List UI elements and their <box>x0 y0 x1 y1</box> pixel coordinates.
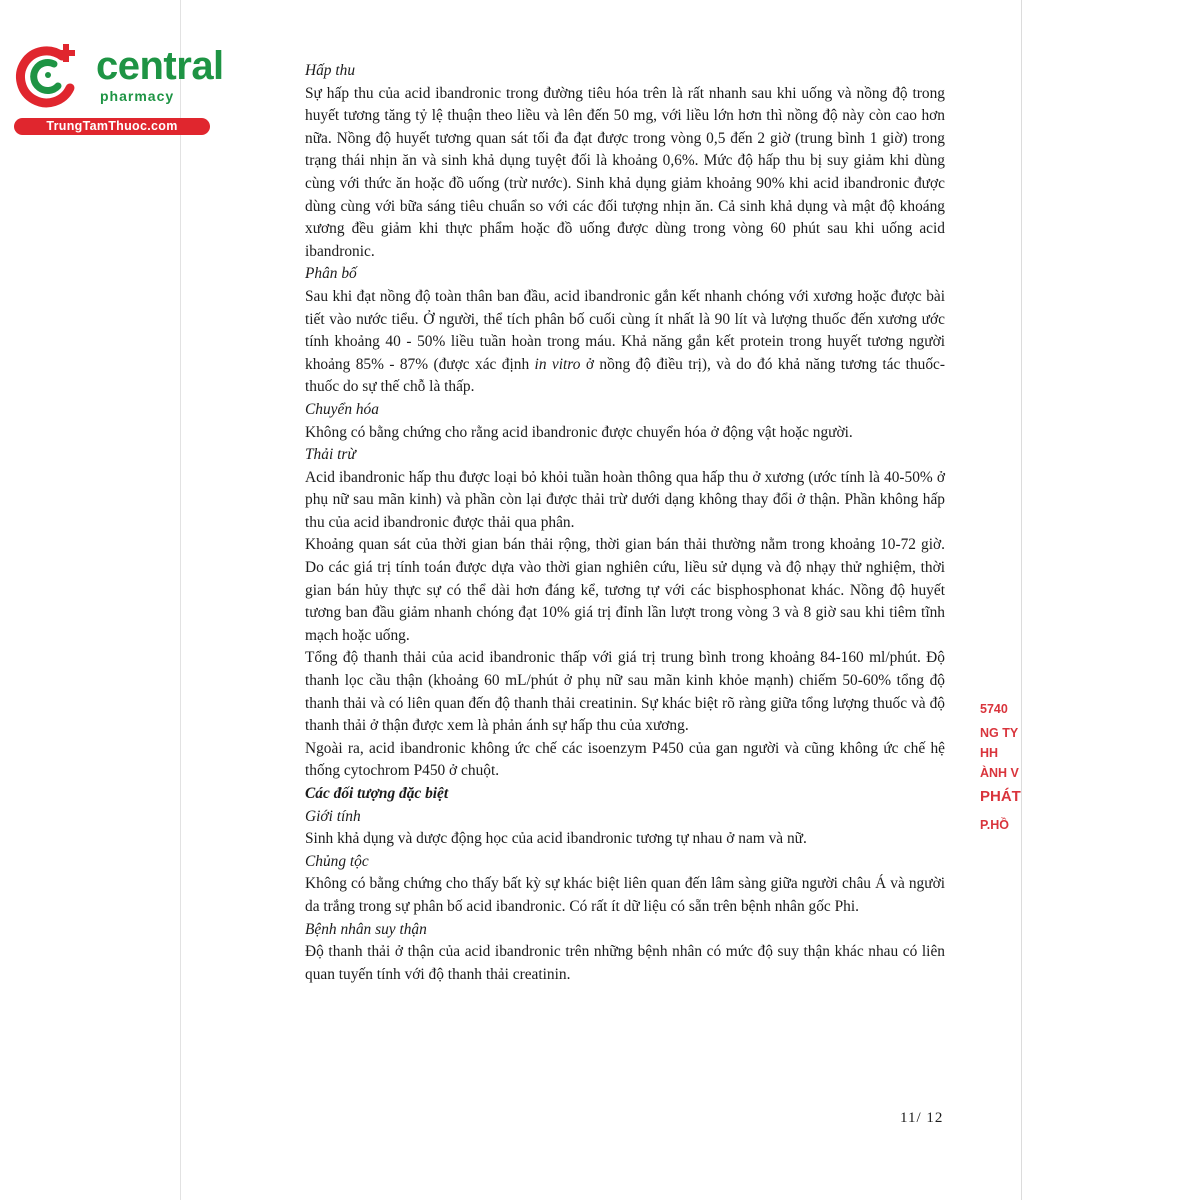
metabolism-text: Không có bằng chứng cho rằng acid ibandronic được chuyển hóa ở động vật hoặc người. <box>305 423 853 441</box>
gender-text: Sinh khả dụng và dược động học của acid ibandronic tương tự nhau ở nam và nữ. <box>305 830 807 848</box>
heading-special-populations: Các đối tượng đặc biệt <box>305 785 449 802</box>
elimination-paragraph-3: Tổng độ thanh thải của acid ibandronic thấp với giá trị trung bình trong khoảng 84-160 ml/phút. Độ thanh lọc cầu thận (khoảng 60 mL/phút ở phụ nữ sau mãn kinh khỏe mạnh) chiếm 50-60% tổng độ thanh thải và có liên quan đến độ thanh thải creatinin. Sự khác biệt rõ ràng giữa tổng lượng thuốc và độ thanh thải ở thận được xem là phản ánh sự hấp thu của xương. <box>305 649 945 735</box>
page-number: 11/ 12 <box>900 1110 944 1126</box>
scan-edge-left <box>180 0 181 1200</box>
heading-distribution: Phân bố <box>305 265 357 283</box>
race-text: Không có bằng chứng cho thấy bất kỳ sự khác biệt liên quan đến lâm sàng giữa người châu Á và người da trắng trong sự phân bố acid ibandronic. Có rất ít dữ liệu có sẵn trên bệnh nhân gốc Phi. <box>305 875 945 915</box>
elimination-paragraph-2: Khoảng quan sát của thời gian bán thải rộng, thời gian bán thải thường nằm trong khoảng 10-72 giờ. Do các giá trị tính toán được dựa vào thời gian nghiên cứu, liều sử dụng và độ nhạy thử nghiệm, thời gian bán hủy thực sự có thể dài hơn đáng kể, tương tự với các bisphosphonat khác. Nồng độ huyết tương ban đầu giảm nhanh chóng đạt 10% giá trị đỉnh lần lượt trong vòng 3 và 8 giờ sau khi tiêm tĩnh mạch hoặc uống. <box>305 536 945 644</box>
renal-impairment-text: Độ thanh thải ở thận của acid ibandronic trên những bệnh nhân có mức độ suy thận khác nhau có liên quan tuyến tính với độ thanh thải creatinin. <box>305 943 945 983</box>
elimination-paragraph-4: Ngoài ra, acid ibandronic không ức chế các isoenzym P450 của gan người và cũng không ức chế hệ thống cytochrom P450 ở chuột. <box>305 739 945 780</box>
heading-renal-impairment: Bệnh nhân suy thận <box>305 920 427 938</box>
document-page <box>305 60 945 986</box>
heading-metabolism: Chuyển hóa <box>305 400 379 418</box>
stamp-line-4: ÀNH V <box>980 766 1019 780</box>
company-stamp <box>980 690 1024 840</box>
scan-edge-right <box>1021 0 1022 1200</box>
distribution-in-vitro: in vitro <box>534 355 581 373</box>
website-link[interactable]: TrungTamThuoc.com <box>14 118 210 135</box>
brand-subtitle: pharmacy <box>100 88 175 104</box>
distribution-text <box>305 286 945 399</box>
heading-elimination: Thải trừ <box>305 446 356 464</box>
distribution-text-part2: ở nồng độ điều trị), và do đó khả năng tương tác thuốc-thuốc do sự thế chỗ là thấp. <box>305 355 945 396</box>
stamp-line-3: HH <box>980 746 999 760</box>
stamp-line-6: P.HỒ <box>980 818 1009 832</box>
central-pharmacy-logo[interactable] <box>10 38 224 138</box>
heading-race: Chủng tộc <box>305 852 369 870</box>
brand-name: central <box>96 44 224 88</box>
heading-gender: Giới tính <box>305 807 361 825</box>
distribution-text-part1: Sau khi đạt nồng độ toàn thân ban đầu, acid ibandronic gắn kết nhanh chóng với xương hoặc được bài tiết vào nước tiểu. Ở người, thể tích phân bố cuối cùng ít nhất là 90 lít và lượng thuốc đến xương ước tính khoảng 40 - 50% liều tuần hoàn trong máu. Khả năng gắn kết protein trong huyết tương người khoảng 85% - 87% (được xác định <box>305 287 945 373</box>
stamp-line-1: 5740 <box>980 702 1008 716</box>
elimination-paragraph-1: Acid ibandronic hấp thu được loại bỏ khỏi tuần hoàn thông qua hấp thu ở xương (ước tính là 40-50% ở phụ nữ sau mãn kinh) và phần còn lại được thải trừ dưới dạng không thay đổi ở thận. Phần không hấp thu của acid ibandronic được thải qua phân. <box>305 468 945 531</box>
stamp-line-2: NG TY <box>980 726 1019 740</box>
heading-absorption: Hấp thu <box>305 62 356 79</box>
absorption-text: Sự hấp thu của acid ibandronic trong đường tiêu hóa trên là rất nhanh sau khi uống và nồng độ trong huyết tương tăng tỷ lệ thuận theo liều và lên đến 50 mg, với liều lớn hơn thì nồng độ này còn cao hơn nữa. Nồng độ huyết tương quan sát tối đa đạt được trong vòng 0,5 đến 2 giờ (trung bình 1 giờ) trong trạng thái nhịn ăn và sinh khả dụng tuyệt đối là khoảng 0,6%. Mức độ hấp thu bị suy giảm khi dùng cùng với thức ăn hoặc đồ uống (trừ nước). Sinh khả dụng giảm khoảng 90% khi acid ibandronic được dùng cùng với bữa sáng tiêu chuẩn so với các đối tượng nhịn ăn. Cả sinh khả dụng và mật độ khoáng xương đều giảm khi thực phẩm hoặc đồ uống được dùng trong vòng 60 phút sau khi uống acid ibandronic. <box>305 84 945 260</box>
stamp-line-5: PHÁT <box>980 788 1021 805</box>
central-logo-mark-icon <box>10 38 88 116</box>
